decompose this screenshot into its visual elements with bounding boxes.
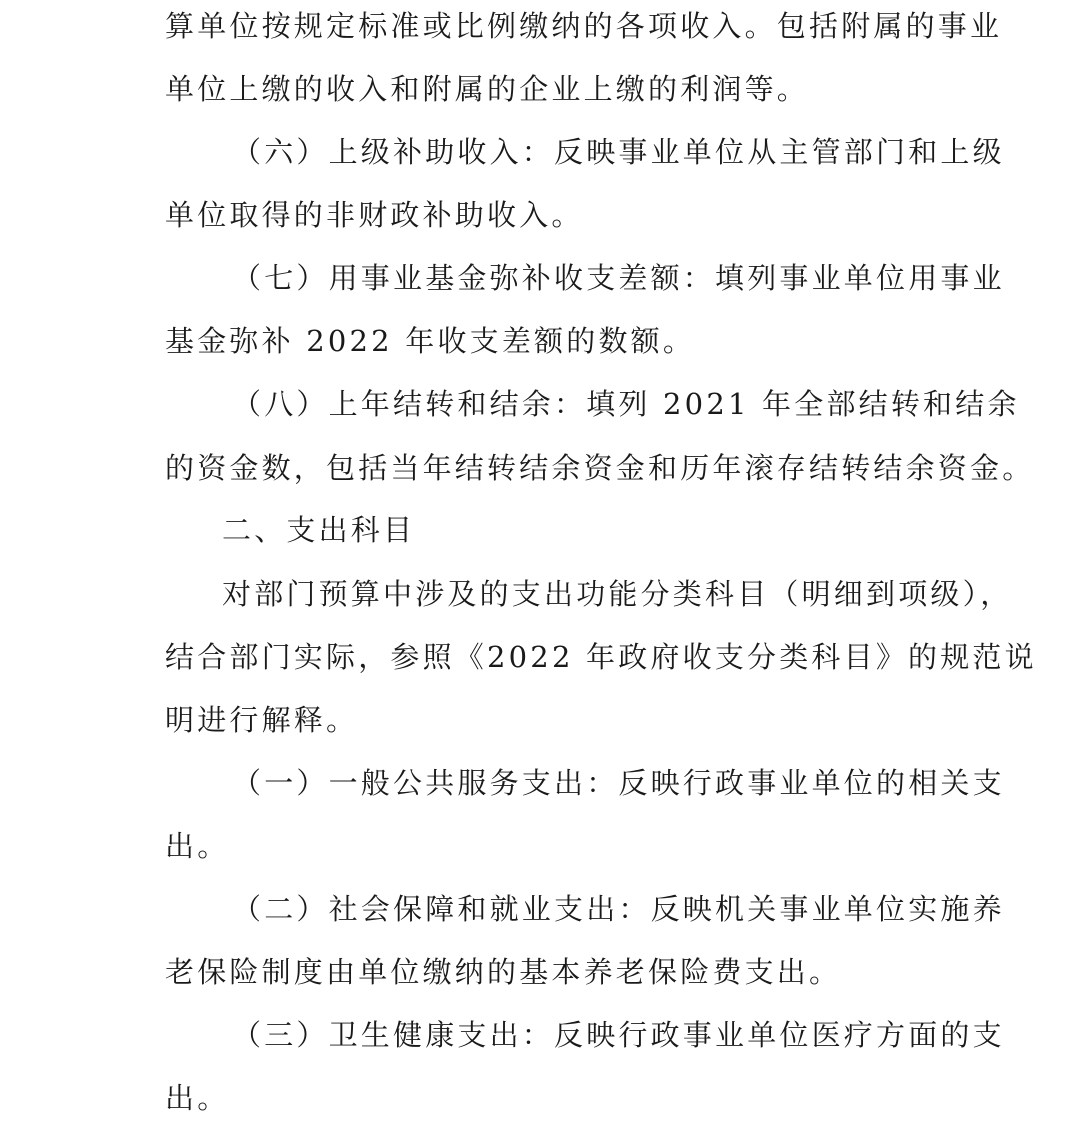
text-line: （七）用事业基金弥补收支差额：填列事业单位用事业 [232, 261, 1005, 295]
text-line: 单位取得的非财政补助收入。 [165, 198, 584, 232]
text-line: （三）卫生健康支出：反映行政事业单位医疗方面的支 [232, 1018, 1005, 1052]
text-line: 单位上缴的收入和附属的企业上缴的利润等。 [165, 72, 810, 106]
text-line: 出。 [165, 829, 230, 863]
section-heading: 二、支出科目 [222, 513, 416, 547]
text-line: 明进行解释。 [165, 703, 359, 737]
text-line: 的资金数，包括当年结转结余资金和历年滚存结转结余资金。 [165, 451, 1035, 485]
text-line: 算单位按规定标准或比例缴纳的各项收入。包括附属的事业 [165, 9, 1003, 43]
text-line: （八）上年结转和结余：填列 2021 年全部结转和结余 [232, 387, 1020, 421]
text-line: 结合部门实际，参照《2022 年政府收支分类科目》的规范说 [165, 640, 1037, 674]
text-line: 老保险制度由单位缴纳的基本养老保险费支出。 [165, 955, 842, 989]
text-line: 基金弥补 2022 年收支差额的数额。 [165, 324, 696, 358]
text-line: 对部门预算中涉及的支出功能分类科目（明细到项级）， [222, 577, 1013, 611]
text-line: （二）社会保障和就业支出：反映机关事业单位实施养 [232, 892, 1005, 926]
text-line: 出。 [165, 1081, 230, 1115]
text-line: （六）上级补助收入：反映事业单位从主管部门和上级 [232, 135, 1005, 169]
text-line: （一）一般公共服务支出：反映行政事业单位的相关支 [232, 766, 1005, 800]
